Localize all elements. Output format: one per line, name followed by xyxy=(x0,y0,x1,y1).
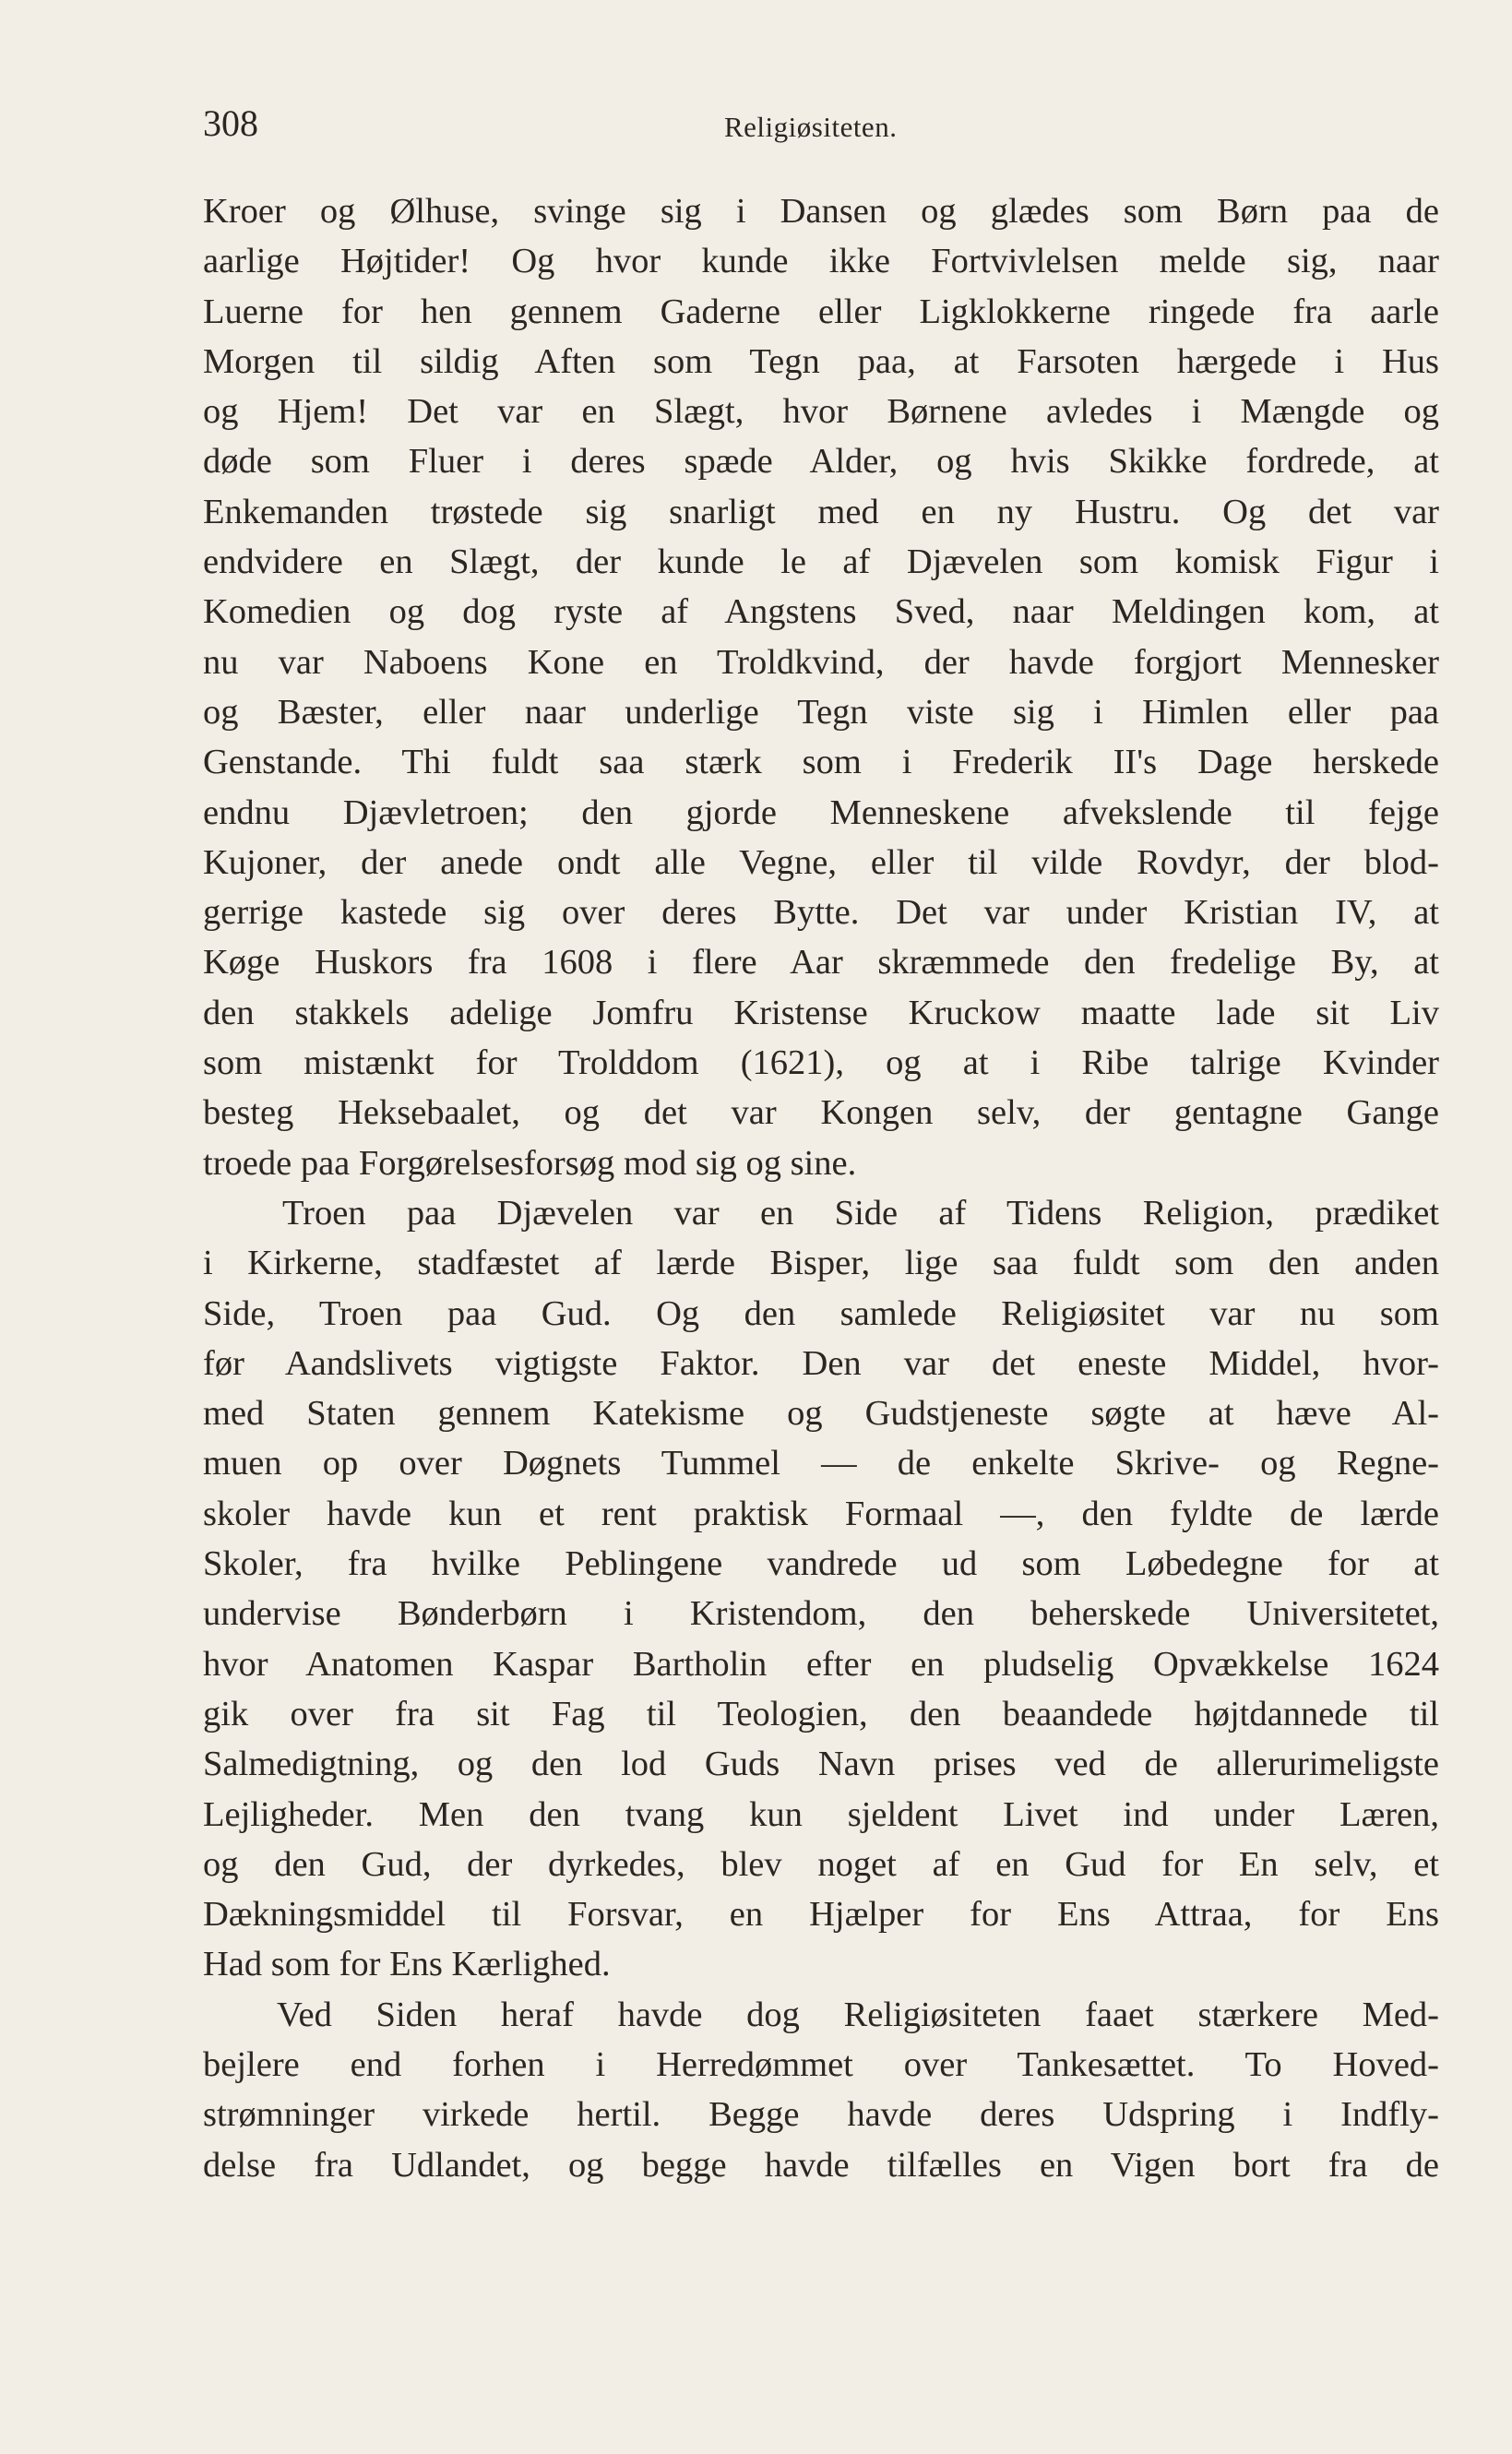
text-line: Ved Siden heraf havde dog Religiøsiteten faaet stærkere Med- xyxy=(277,1995,1439,2034)
text-line: besteg Heksebaalet, og det var Kongen selv, der gentagne Gange xyxy=(203,1093,1439,1133)
paragraph-2 xyxy=(203,1188,1439,1990)
paragraph-1 xyxy=(203,186,1439,1188)
text-line: i Kirkerne, stadfæstet af lærde Bisper, lige saa fuldt som den anden xyxy=(203,1244,1439,1283)
paragraph-3 xyxy=(203,1990,1439,2190)
text-line: Køge Huskors fra 1608 i flere Aar skræmmede den fredelige By, at xyxy=(203,943,1439,983)
text-line: Komedien og dog ryste af Angstens Sved, naar Meldingen kom, at xyxy=(203,592,1439,632)
text-line: muen op over Døgnets Tummel — de enkelte Skrive- og Regne- xyxy=(203,1444,1439,1483)
text-line: Dækningsmiddel til Forsvar, en Hjælper for Ens Attraa, for Ens xyxy=(203,1895,1439,1935)
text-line: før Aandslivets vigtigste Faktor. Den var det eneste Middel, hvor- xyxy=(203,1343,1439,1383)
text-line: Morgen til sildig Aften som Tegn paa, at Farsoten hærgede i Hus xyxy=(203,341,1439,381)
text-line: undervise Bønderbørn i Kristendom, den beherskede Universitetet, xyxy=(203,1594,1439,1634)
text-line: Side, Troen paa Gud. Og den samlede Religiøsitet var nu som xyxy=(203,1293,1439,1333)
text-line: Troen paa Djævelen var en Side af Tidens Religion, prædiket xyxy=(282,1193,1439,1233)
page-number: 308 xyxy=(203,102,258,144)
text-line: som mistænkt for Trolddom (1621), og at i Ribe talrige Kvinder xyxy=(203,1043,1439,1083)
text-line: gerrige kastede sig over deres Bytte. Det var under Kristian IV, at xyxy=(203,893,1439,933)
text-line: troede paa Forgørelsesforsøg mod sig og sine. xyxy=(203,1143,857,1183)
text-line: gik over fra sit Fag til Teologien, den beaandede højtdannede til xyxy=(203,1694,1439,1733)
text-line: og Bæster, eller naar underlige Tegn viste sig i Himlen eller paa xyxy=(203,692,1439,732)
text-line: endnu Djævletroen; den gjorde Menneskene afvekslende til fejge xyxy=(203,792,1439,832)
text-line: strømninger virkede hertil. Begge havde deres Udspring i Indfly- xyxy=(203,2095,1439,2135)
body-text xyxy=(203,186,1439,2190)
text-line: og Hjem! Det var en Slægt, hvor Børnene avledes i Mængde og xyxy=(203,392,1439,432)
text-line: Kujoner, der anede ondt alle Vegne, eller til vilde Rovdyr, der blod- xyxy=(203,842,1439,882)
text-line: Genstande. Thi fuldt saa stærk som i Frederik II's Dage herskede xyxy=(203,743,1439,782)
running-title: Religiøsiteten. xyxy=(724,111,898,143)
text-line: døde som Fluer i deres spæde Alder, og hvis Skikke fordrede, at xyxy=(203,442,1439,482)
text-line: Luerne for hen gennem Gaderne eller Ligklokkerne ringede fra aarle xyxy=(203,292,1439,331)
text-line: med Staten gennem Katekisme og Gudstjeneste søgte at hæve Al- xyxy=(203,1394,1439,1434)
text-line: Skoler, fra hvilke Peblingene vandrede ud som Løbedegne for at xyxy=(203,1544,1439,1584)
text-line: Salmedigtning, og den lod Guds Navn prises ved de allerurimeligste xyxy=(203,1745,1439,1784)
text-line: aarlige Højtider! Og hvor kunde ikke Fortvivlelsen melde sig, naar xyxy=(203,242,1439,281)
text-line: nu var Naboens Kone en Troldkvind, der havde forgjort Mennesker xyxy=(203,642,1439,682)
text-line: endvidere en Slægt, der kunde le af Djævelen som komisk Figur i xyxy=(203,542,1439,582)
text-line: Enkemanden trøstede sig snarligt med en ny Hustru. Og det var xyxy=(203,492,1439,531)
text-line: den stakkels adelige Jomfru Kristense Kruckow maatte lade sit Liv xyxy=(203,993,1439,1032)
running-head xyxy=(203,96,1439,151)
text-line: delse fra Udlandet, og begge havde tilfælles en Vigen bort fra de xyxy=(203,2145,1439,2185)
text-line: bejlere end forhen i Herredømmet over Tankesættet. To Hoved- xyxy=(203,2044,1439,2084)
text-line: skoler havde kun et rent praktisk Formaal —, den fyldte de lærde xyxy=(203,1494,1439,1533)
text-line: Had som for Ens Kærlighed. xyxy=(203,1945,611,1984)
text-line: Kroer og Ølhuse, svinge sig i Dansen og glædes som Børn paa de xyxy=(203,192,1439,231)
text-line: og den Gud, der dyrkedes, blev noget af en Gud for En selv, et xyxy=(203,1844,1439,1884)
text-line: hvor Anatomen Kaspar Bartholin efter en pludselig Opvækkelse 1624 xyxy=(203,1644,1439,1684)
text-line: Lejligheder. Men den tvang kun sjeldent Livet ind under Læren, xyxy=(203,1794,1439,1834)
